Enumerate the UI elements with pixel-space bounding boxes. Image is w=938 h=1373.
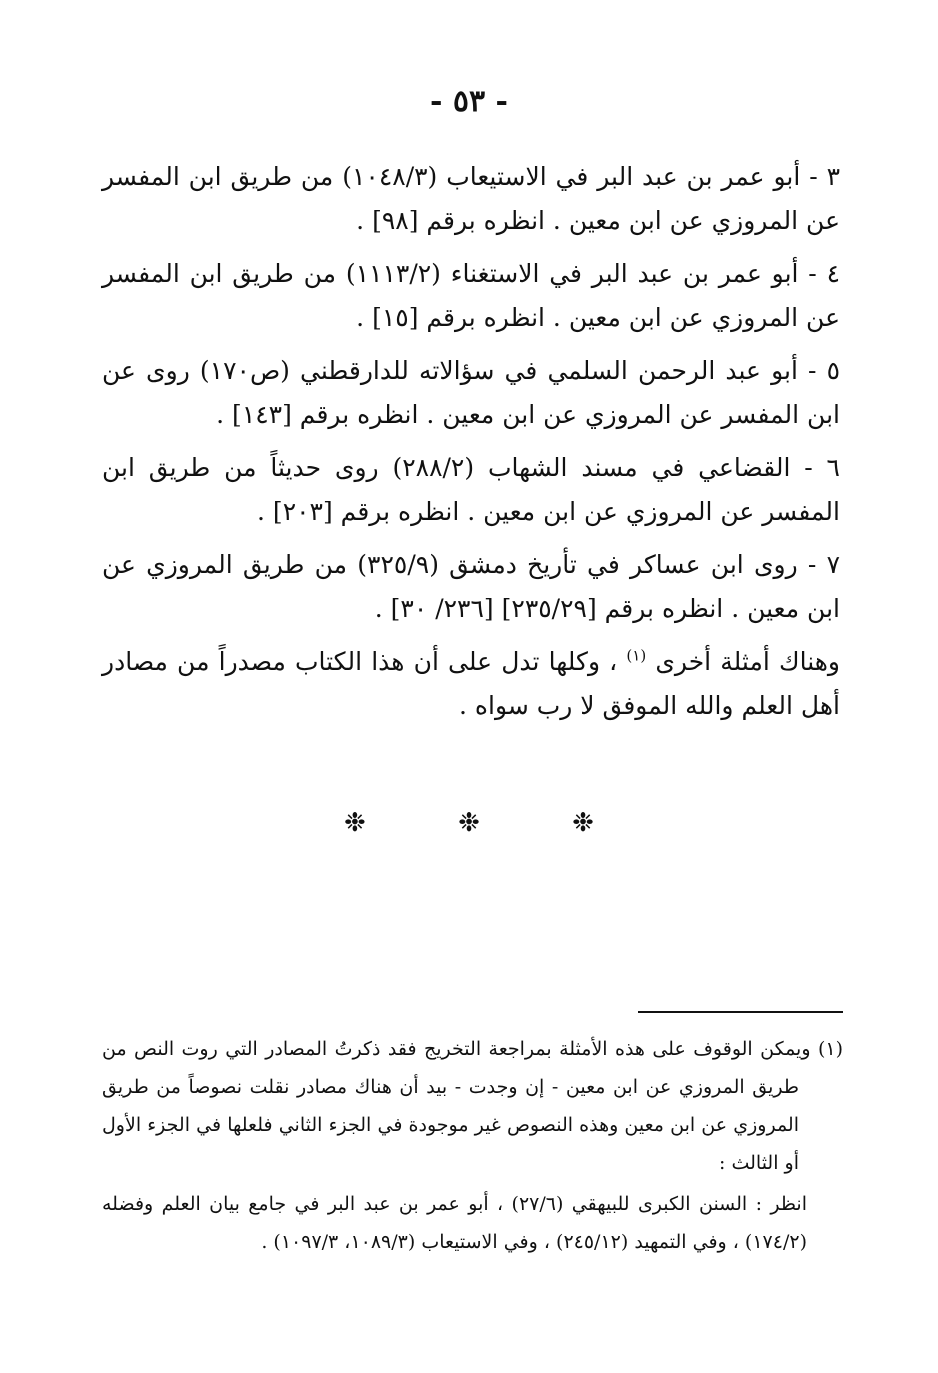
footnote-1: (١) ويمكن الوقوف على هذه الأمثلة بمراجعة التخريج فقد ذكرتُ المصادر التي روت النص من طريق المروزي عن ابن معين - إن وجدت - بيد أن هناك مصادر نقلت نصوصاً من طريق المروزي عن ابن معين وهذه النصوص غير موجودة في الجزء الثاني فلعلها في الجزء الأول أو الثالث : — [102, 1038, 843, 1174]
closing-text-end: ، وكلها تدل على أن هذا الكتاب مصدراً من مصادر أهل العلم والله الموفق لا رب سواه . — [102, 647, 840, 720]
paragraph-item-4: ٤ - أبو عمر بن عبد البر في الاستغناء (١١١٣/٢) من طريق ابن المفسر عن المروزي عن ابن معين . انظره برقم [١٥] . — [102, 259, 841, 332]
main-text — [102, 155, 840, 737]
paragraph-item-5: ٥ - أبو عبد الرحمن السلمي في سؤالاته للدارقطني (ص١٧٠) روى عن ابن المفسر عن المروزي عن ابن معين . انظره برقم [١٤٣] . — [102, 356, 840, 429]
footnotes-section — [102, 1030, 843, 1264]
footnote-reference: (١) — [626, 646, 647, 665]
page-number: - ٥٣ - — [429, 84, 509, 119]
section-separator — [0, 808, 938, 838]
asterism-mark: ❉ — [572, 808, 594, 838]
asterism-mark: ❉ — [344, 808, 366, 838]
footnote-1-references: انظر : السنن الكبرى للبيهقي (٢٧/٦) ، أبو عمر بن عبد البر في جامع بيان العلم وفضله (١٧٤/٢) ، وفي التمهيد (٢٤٥/١٢) ، وفي الاستيعاب (١٠٨٩/٣، ١٠٩٧/٣) . — [102, 1193, 808, 1253]
closing-text-start: وهناك أمثلة أخرى — [655, 647, 840, 676]
asterism-mark: ❉ — [458, 808, 480, 838]
paragraph-item-6: ٦ - القضاعي في مسند الشهاب (٢٨٨/٢) روى حديثاً من طريق ابن المفسر عن المروزي عن ابن معين . انظره برقم [٢٠٣] . — [102, 453, 840, 526]
paragraph-item-7: ٧ - روى ابن عساكر في تأريخ دمشق (٣٢٥/٩) من طريق المروزي عن ابن معين . انظره برقم [٢٣٥/٢٩] [٢٣٦/ ٣٠] . — [102, 550, 840, 623]
footnote-divider — [638, 1011, 843, 1013]
paragraph-item-3: ٣ - أبو عمر بن عبد البر في الاستيعاب (١٠٤٨/٣) من طريق ابن المفسر عن المروزي عن ابن معين . انظره برقم [٩٨] . — [102, 162, 841, 235]
closing-paragraph — [102, 640, 840, 728]
